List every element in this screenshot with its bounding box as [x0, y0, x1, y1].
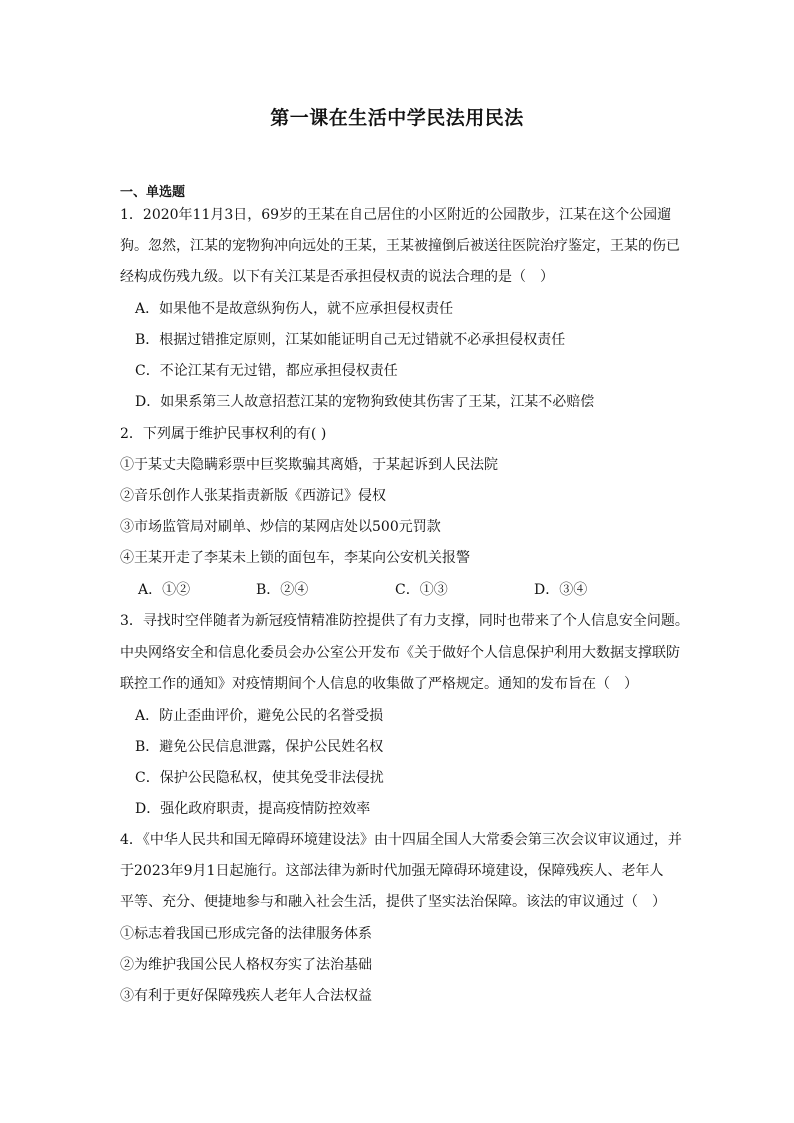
- q3-stem-line-3: 联控工作的通知》对疫情期间个人信息的收集做了严格规定。通知的发布旨在（ ）: [120, 676, 638, 692]
- q1-option-b: B．根据过错推定原则，江某如能证明自己无过错就不必承担侵权责任: [135, 332, 566, 348]
- page-title: 第一课在生活中学民法用民法: [270, 107, 524, 129]
- q1-option-a: A．如果他不是故意纵狗伤人，就不应承担侵权责任: [135, 301, 454, 317]
- q1-option-d: D．如果系第三人故意招惹江某的宠物狗致使其伤害了王某，江某不必赔偿: [135, 394, 595, 410]
- q2-item-3: ③市场监管局对刷单、炒信的某网店处以500元罚款: [120, 519, 441, 535]
- section-heading: 一、单选题: [120, 185, 186, 200]
- q3-option-b: B．避免公民信息泄露，保护公民姓名权: [135, 739, 384, 755]
- q4-item-3: ③有利于更好保障残疾人老年人合法权益: [120, 988, 372, 1004]
- q4-stem-line-1: 4．《中华人民共和国无障碍环境建设法》由十四届全国人大常委会第三次会议审议通过，并: [120, 832, 682, 848]
- q2-choice-a: A．①②: [138, 582, 191, 598]
- q2-stem: 2．下列属于维护民事权利的有( ): [120, 426, 327, 442]
- q2-choice-c: C．①③: [395, 582, 448, 598]
- q2-choice-d: D．③④: [534, 582, 588, 598]
- q4-item-1: ①标志着我国已形成完备的法律服务体系: [120, 926, 372, 942]
- q4-item-2: ②为维护我国公民人格权夯实了法治基础: [120, 957, 372, 973]
- q3-stem-line-1: 3．寻找时空伴随者为新冠疫情精准防控提供了有力支撑，同时也带来了个人信息安全问题。: [120, 613, 689, 629]
- q2-item-4: ④王某开走了李某未上锁的面包车，李某向公安机关报警: [120, 550, 470, 566]
- q3-option-c: C．保护公民隐私权，使其免受非法侵扰: [135, 770, 384, 786]
- q2-item-2: ②音乐创作人张某指责新版《西游记》侵权: [120, 488, 386, 504]
- q1-stem-line-3: 经构成伤残九级。以下有关江某是否承担侵权责的说法合理的是（ ）: [120, 269, 554, 285]
- q1-option-c: C．不论江某有无过错，都应承担侵权责任: [135, 363, 398, 379]
- q1-stem-line-1: 1．2020年11月3日，69岁的王某在自己居住的小区附近的公园散步，江某在这个公园遛: [120, 207, 672, 223]
- q3-stem-line-2: 中央网络安全和信息化委员会办公室公开发布《关于做好个人信息保护利用大数据支撑联防: [120, 645, 680, 661]
- q1-stem-line-2: 狗。忽然，江某的宠物狗冲向远处的王某，王某被撞倒后被送往医院治疗鉴定，王某的伤已: [120, 238, 680, 254]
- q2-item-1: ①于某丈夫隐瞒彩票中巨奖欺骗其离婚，于某起诉到人民法院: [120, 457, 498, 473]
- q2-choice-b: B．②④: [256, 582, 309, 598]
- q4-stem-line-2: 于2023年9月1日起施行。这部法律为新时代加强无障碍环境建设，保障残疾人、老年人: [120, 863, 664, 879]
- q3-option-d: D．强化政府职责，提高疫情防控效率: [135, 801, 371, 817]
- q4-stem-line-3: 平等、充分、便捷地参与和融入社会生活，提供了坚实法治保障。该法的审议通过（ ）: [120, 894, 666, 910]
- q3-option-a: A．防止歪曲评价，避免公民的名誉受损: [135, 708, 384, 724]
